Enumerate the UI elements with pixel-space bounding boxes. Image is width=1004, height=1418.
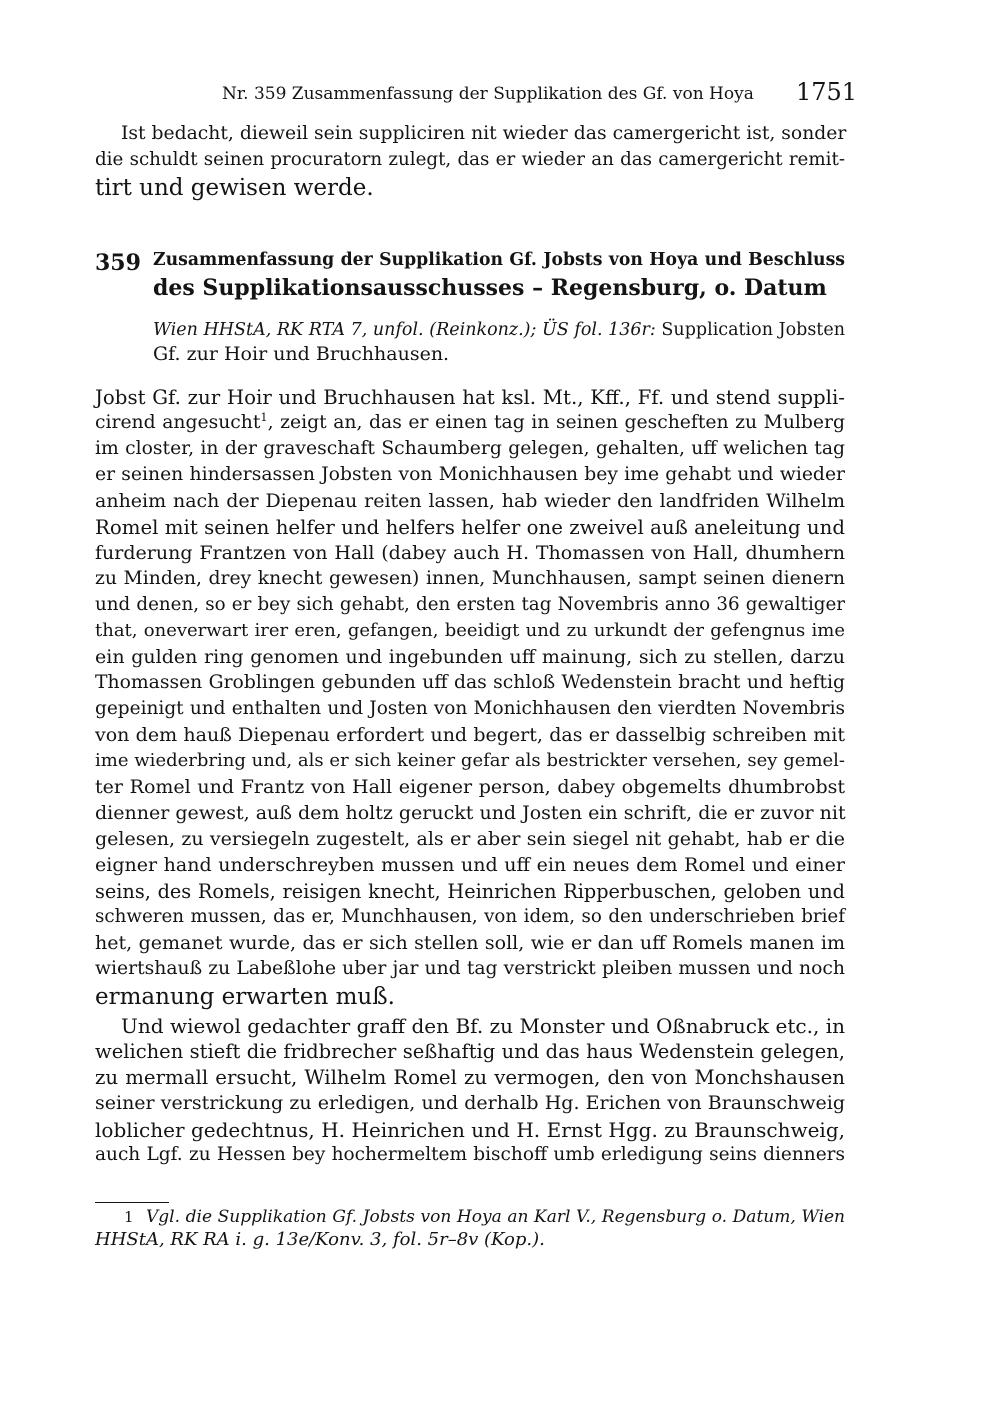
body-line: Romel mit seinen helfer und helfers helfer one zweivel auß aneleitung und: [95, 516, 845, 539]
source-archive-reference: Wien HHStA, RK RTA 7, unfol. (Reinkonz.); ÜS fol. 136r:: [153, 320, 656, 340]
source-title: Supplication Jobsten: [655, 320, 845, 340]
body-line: gepeinigt und enthalten und Josten von Monichhausen den vierdten Novembris: [95, 698, 845, 719]
body-line: zu Minden, drey knecht gewesen) innen, Munchhausen, sampt seinen dienern: [95, 568, 845, 589]
body-line: [95, 412, 845, 433]
body-line: von dem hauß Diepenau erfordert und begert, das er dasselbig schreiben mit: [95, 724, 845, 746]
body-line: schweren mussen, das er, Munchhausen, von idem, so den underschrieben brief: [95, 906, 845, 927]
body-line: ein gulden ring genomen und ingebunden uff mainung, sich zu stellen, darzu: [95, 646, 845, 668]
body-line: ime wiederbring und, als er sich keiner gefar als bestrickter versehen, sey gemel-: [95, 750, 845, 771]
body-line: seins, des Romels, reisigen knecht, Heinrichen Ripperbuschen, geloben und: [95, 880, 845, 903]
section-title-line: Zusammenfassung der Supplikation Gf. Jobsts von Hoya und Beschluss: [153, 250, 845, 270]
body-line: auch Lgf. zu Hessen bey hochermeltem bischoff umb erledigung seins dienners: [95, 1144, 845, 1165]
body-line: welichen stieft die fridbrecher seßhaftig und das haus Wedenstein gelegen,: [95, 1040, 845, 1063]
body-line: that, oneverwart irer eren, gefangen, beeidigt und zu urkundt der gefengnus ime: [95, 620, 845, 641]
body-line: Und wiewol gedachter graff den Bf. zu Monster und Oßnabruck etc., in: [121, 1014, 845, 1038]
top-paragraph-line: Ist bedacht, dieweil sein suppliciren nit wieder das camergericht ist, sonder: [121, 123, 847, 144]
body-line: dienner gewest, auß dem holtz geruckt und Josten ein schrift, die er zuvor nit: [95, 802, 846, 824]
body-line: Jobst Gf. zur Hoir und Bruchhausen hat ksl. Mt., Kff., Ff. und stend suppli-: [95, 386, 845, 409]
body-line: zu mermall ersucht, Wilhelm Romel zu vermogen, den von Monchshausen: [95, 1066, 845, 1089]
running-header-title: Nr. 359 Zusammenfassung der Supplikation des Gf. von Hoya: [222, 84, 754, 104]
body-line: gelesen, zu versiegeln zugestelt, als er aber sein siegel nit gehabt, hab er die: [95, 828, 845, 850]
section-title-line: des Supplikationsausschusses – Regensburg, o. Datum: [153, 275, 827, 301]
page-number: 1751: [796, 78, 858, 106]
body-line: Thomassen Groblingen gebunden uff das schloß Wedenstein bracht und heftig: [95, 672, 845, 693]
section-number: 359: [95, 250, 141, 276]
body-line: eigner hand underschreyben mussen und uff ein neues dem Romel und einer: [95, 854, 845, 876]
footnote-line: Vgl. die Supplikation Gf. Jobsts von Hoya an Karl V., Regensburg o. Datum, Wien: [146, 1207, 845, 1227]
body-line: er seinen hindersassen Jobsten von Monichhausen bey ime gehabt und wieder: [95, 464, 845, 485]
body-line: anheim nach der Diepenau reiten lassen, hab wieder den landfriden Wilhelm: [95, 490, 845, 512]
body-line: furderung Frantzen von Hall (dabey auch H. Thomassen von Hall, dhumhern: [95, 542, 845, 564]
footnote-separator: [95, 1202, 169, 1203]
body-line: und denen, so er bey sich gehabt, den ersten tag Novembris anno 36 gewaltiger: [95, 594, 845, 615]
body-line: ter Romel und Frantz von Hall eigener person, dabey obgemelts dhumbrobst: [95, 776, 845, 798]
body-line: im closter, in der graveschaft Schaumberg gelegen, gehalten, uff welichen tag: [95, 438, 845, 459]
body-line: loblicher gedechtnus, H. Heinrichen und H. Ernst Hgg. zu Braunschweig,: [95, 1118, 845, 1142]
body-text-segment: cirend angesucht: [95, 412, 261, 433]
body-line: wiertshauß zu Labeßlohe uber jar und tag verstrickt pleiben mussen und noch: [95, 958, 845, 979]
body-line: ermanung erwarten muß.: [95, 984, 395, 1010]
top-paragraph-line: tirt und gewisen werde.: [95, 175, 374, 201]
top-paragraph-line: die schuldt seinen procuratorn zulegt, das er wieder an das camergericht remit-: [95, 149, 845, 170]
source-citation-line: Gf. zur Hoir und Bruchhausen.: [153, 343, 450, 365]
footnote-line: HHStA, RK RA i. g. 13e/Konv. 3, fol. 5r–8v (Kop.).: [95, 1229, 545, 1250]
body-text-segment: , zeigt an, das er einen tag in seinen gescheften zu Mulberg: [267, 412, 845, 433]
body-line: het, gemanet wurde, das er sich stellen soll, wie er dan uff Romels manen im: [95, 932, 845, 954]
source-citation-line: [153, 320, 845, 340]
body-line: seiner verstrickung zu erledigen, und derhalb Hg. Erichen von Braunschweig: [95, 1092, 845, 1114]
footnote-mark: 1: [124, 1208, 134, 1226]
footnote-reference[interactable]: 1: [260, 410, 268, 424]
